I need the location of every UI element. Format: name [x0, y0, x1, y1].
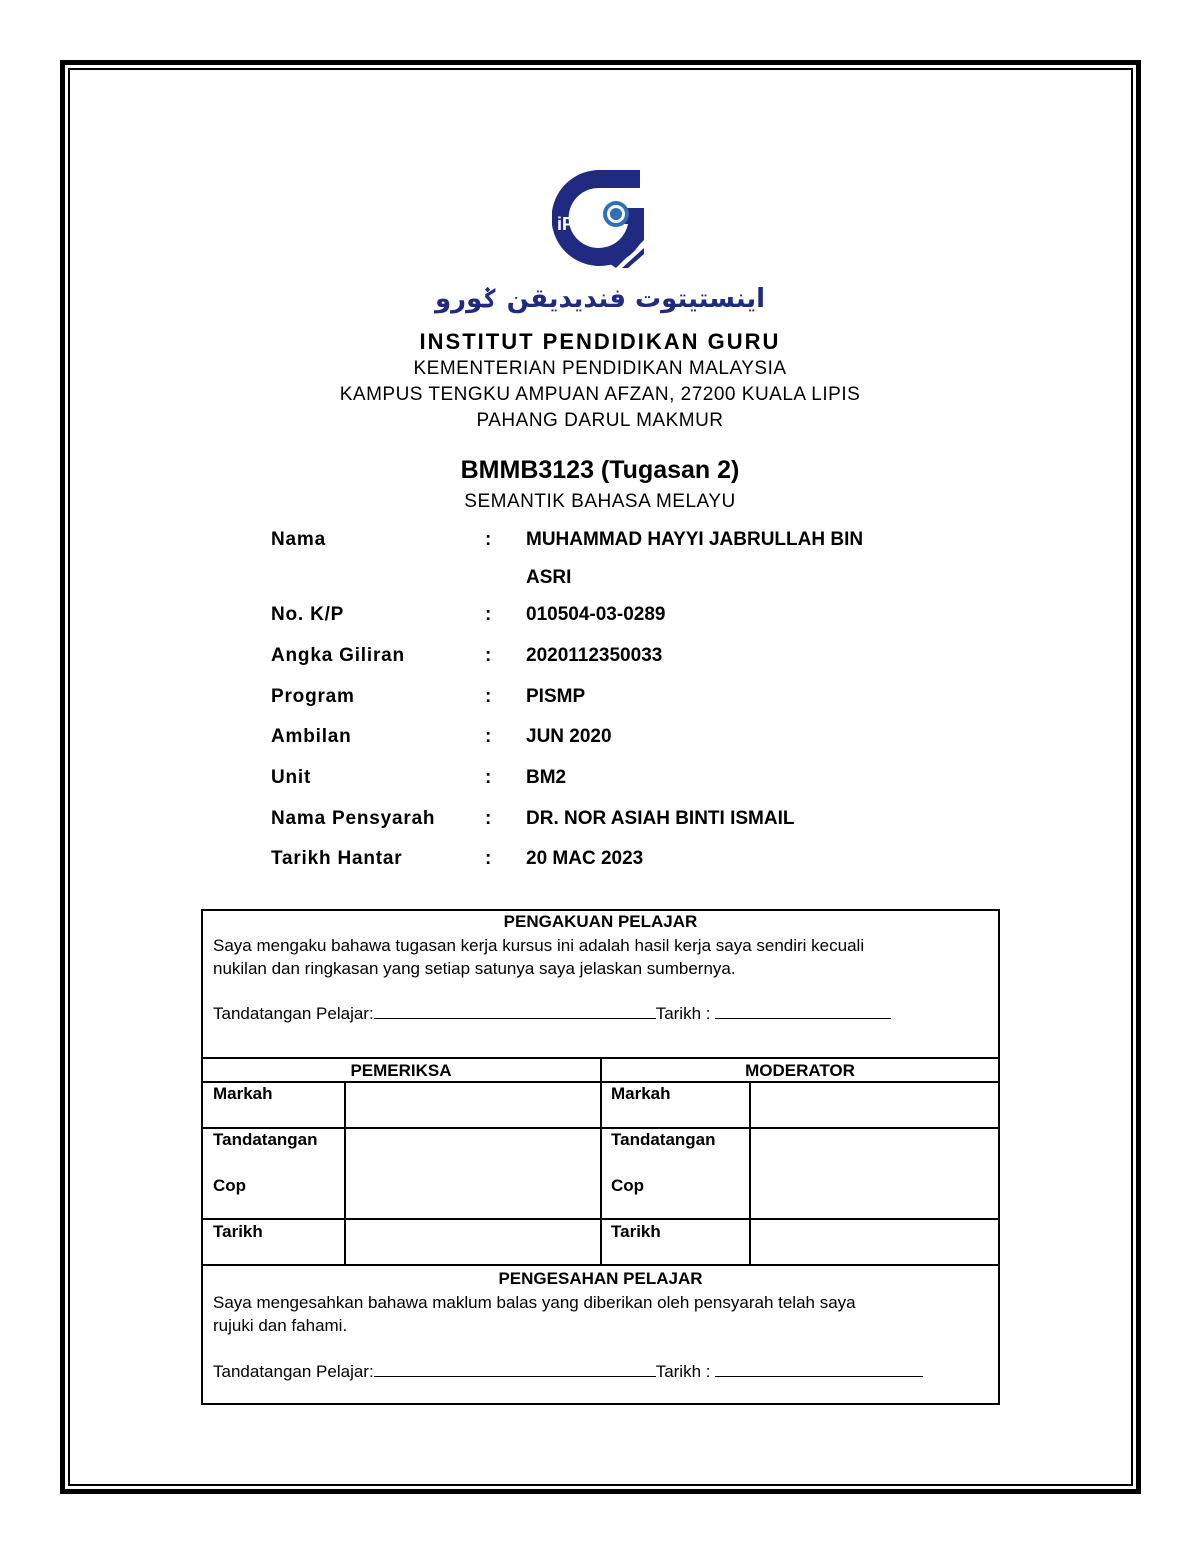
moderator-title: MODERATOR	[745, 1061, 855, 1080]
ic-number: 010504-03-0289	[526, 604, 666, 625]
info-colon: :	[485, 726, 492, 747]
intake: JUN 2020	[526, 726, 612, 747]
date-label: Tarikh :	[655, 1004, 716, 1023]
verification-line-1: Saya mengesahkan bahawa maklum balas yang diberikan oleh pensyarah telah saya	[213, 1293, 856, 1312]
verification-title: PENGESAHAN PELAJAR	[498, 1269, 703, 1288]
campus-address: KAMPUS TENGKU AMPUAN AFZAN, 27200 KUALA LIPIS	[339, 384, 861, 405]
unit: BM2	[526, 767, 567, 788]
info-label: No. K/P	[271, 604, 345, 625]
lecturer-name: DR. NOR ASIAH BINTI ISMAIL	[526, 808, 795, 829]
column-divider	[600, 1057, 602, 1266]
course-code: BMMB3123 (Tugasan 2)	[460, 456, 740, 484]
column-divider	[344, 1081, 346, 1266]
institution-name: INSTITUT PENDIDIKAN GURU	[419, 329, 781, 354]
state-name: PAHANG DARUL MAKMUR	[476, 410, 724, 431]
info-label: Tarikh Hantar	[271, 848, 403, 869]
info-label: Unit	[271, 767, 312, 788]
student-name-cont: ASRI	[526, 567, 572, 588]
declaration-line-1: Saya mengaku bahawa tugasan kerja kursus ini adalah hasil kerja saya sendiri kecuali	[213, 936, 865, 955]
ministry-name: KEMENTERIAN PENDIDIKAN MALAYSIA	[413, 358, 787, 379]
moderator-date-label: Tarikh	[611, 1222, 661, 1241]
info-label: Nama Pensyarah	[271, 808, 436, 829]
examiner-title: PEMERIKSA	[350, 1061, 452, 1080]
examiner-signature-label: Tandatangan	[213, 1130, 318, 1149]
date-field[interactable]	[715, 1360, 923, 1377]
info-colon: :	[485, 604, 492, 625]
declaration-title: PENGAKUAN PELAJAR	[503, 912, 698, 931]
ipg-logo	[552, 168, 648, 276]
moderator-mark-label: Markah	[611, 1084, 671, 1103]
info-label: Nama	[271, 529, 326, 550]
index-number: 2020112350033	[526, 645, 663, 666]
student-name: MUHAMMAD HAYYI JABRULLAH BIN	[526, 529, 864, 550]
date-label: Tarikh :	[655, 1362, 716, 1381]
signature-field[interactable]	[374, 1002, 656, 1019]
svg-text:iPG: iPG	[557, 214, 589, 234]
examiner-stamp-label: Cop	[213, 1176, 247, 1195]
declaration-line-2: nukilan dan ringkasan yang setiap satunya saya jelaskan sumbernya.	[213, 959, 736, 978]
info-colon: :	[485, 686, 492, 707]
moderator-stamp-label: Cop	[611, 1176, 645, 1195]
moderator-signature-label: Tandatangan	[611, 1130, 716, 1149]
submission-date: 20 MAC 2023	[526, 848, 644, 869]
column-divider	[749, 1081, 751, 1266]
signature-label: Tandatangan Pelajar:	[213, 1362, 374, 1381]
signature-label: Tandatangan Pelajar:	[213, 1004, 374, 1023]
verification-signature-row	[213, 1360, 923, 1382]
examiner-mark-label: Markah	[213, 1084, 273, 1103]
info-label: Ambilan	[271, 726, 352, 747]
date-field[interactable]	[715, 1002, 891, 1019]
info-label: Program	[271, 686, 355, 707]
info-colon: :	[485, 767, 492, 788]
info-label: Angka Giliran	[271, 645, 405, 666]
info-colon: :	[485, 808, 492, 829]
jawi-institution-name: اينستيتوت فنديديقن ݢورو	[434, 284, 766, 314]
verification-line-2: rujuki dan fahami.	[213, 1316, 348, 1335]
course-name: SEMANTIK BAHASA MELAYU	[464, 491, 736, 512]
examiner-date-label: Tarikh	[213, 1222, 263, 1241]
program: PISMP	[526, 686, 586, 707]
declaration-signature-row	[213, 1002, 891, 1024]
info-colon: :	[485, 848, 492, 869]
signature-field[interactable]	[374, 1360, 656, 1377]
info-colon: :	[485, 529, 492, 550]
info-colon: :	[485, 645, 492, 666]
